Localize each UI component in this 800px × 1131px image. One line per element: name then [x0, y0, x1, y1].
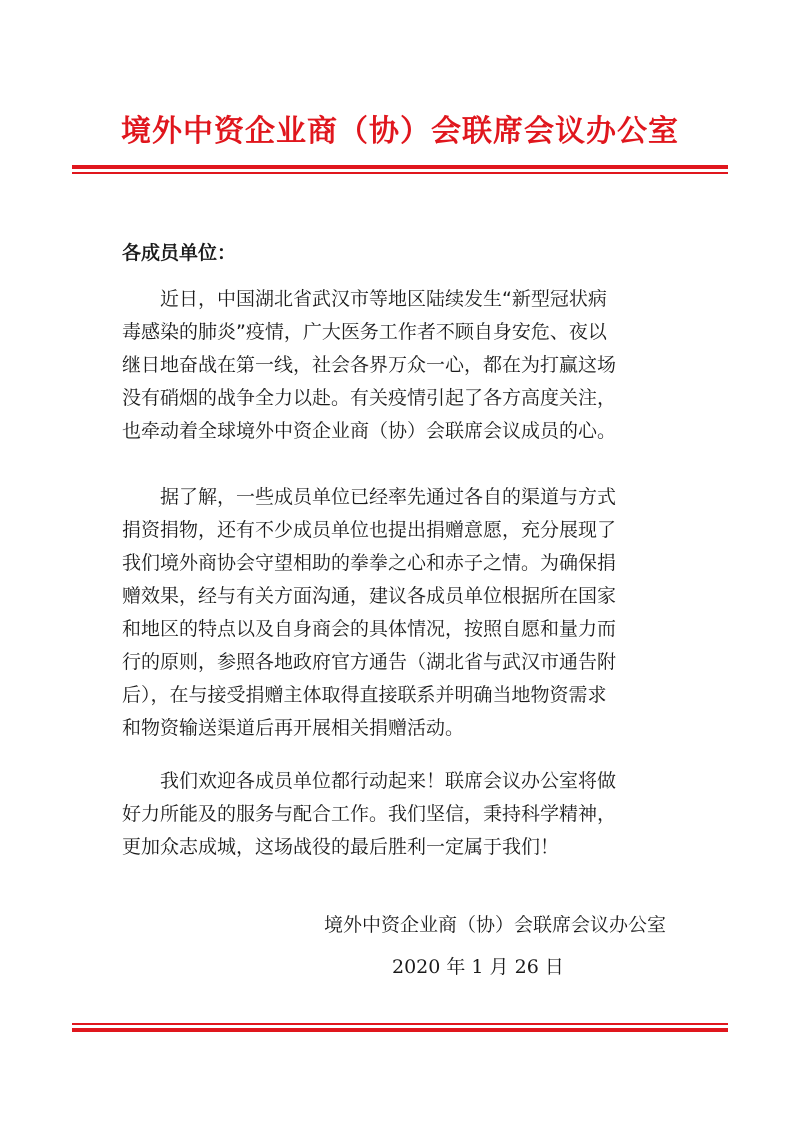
salutation: 各成员单位：: [122, 242, 237, 264]
footer-rule-thick: [72, 1028, 728, 1032]
footer-rule-thin: [72, 1023, 728, 1025]
letterhead-title: 境外中资企业商（协）会联席会议办公室: [121, 114, 679, 149]
paragraph-line: 也牵动着全球境外中资企业商（协）会联席会议成员的心。: [122, 420, 617, 442]
paragraph-line: 毒感染的肺炎”疫情，广大医务工作者不顾自身安危、夜以: [122, 321, 607, 343]
paragraph-line: 赠效果，经与有关方面沟通，建议各成员单位根据所在国家: [122, 585, 617, 607]
paragraph-1: [122, 283, 682, 448]
paragraph-line: 捐资捐物，还有不少成员单位也提出捐赠意愿，充分展现了: [122, 519, 617, 541]
paragraph-line: 和物资输送渠道后再开展相关捐赠活动。: [122, 717, 465, 739]
paragraph-2: [122, 481, 682, 745]
paragraph-line: 继日地奋战在第一线，社会各界万众一心，都在为打赢这场: [122, 354, 617, 376]
letterhead-rule-thick: [72, 165, 728, 169]
letter-date: 2020 年 1 月 26 日: [392, 956, 564, 978]
paragraph-line: 据了解，一些成员单位已经率先通过各自的渠道与方式: [122, 486, 617, 508]
paragraph-3: [122, 765, 682, 864]
paragraph-line: 没有硝烟的战争全力以赴。有关疫情引起了各方高度关注，: [122, 387, 617, 409]
signature: 境外中资企业商（协）会联席会议办公室: [323, 914, 666, 936]
paragraph-line: 更加众志成城，这场战役的最后胜利一定属于我们！: [122, 836, 560, 858]
paragraph-line: 我们境外商协会守望相助的拳拳之心和赤子之情。为确保捐: [122, 552, 617, 574]
paragraph-line: 后），在与接受捐赠主体取得直接联系并明确当地物资需求: [122, 684, 607, 706]
paragraph-line: 和地区的特点以及自身商会的具体情况，按照自愿和量力而: [122, 618, 617, 640]
paragraph-line: 好力所能及的服务与配合工作。我们坚信，秉持科学精神，: [122, 803, 617, 825]
paragraph-line: 行的原则，参照各地政府官方通告（湖北省与武汉市通告附: [122, 651, 617, 673]
paragraph-line: 我们欢迎各成员单位都行动起来！联席会议办公室将做: [122, 770, 617, 792]
paragraph-line: 近日，中国湖北省武汉市等地区陆续发生“新型冠状病: [122, 288, 607, 310]
letterhead-rule-thin: [72, 172, 728, 174]
